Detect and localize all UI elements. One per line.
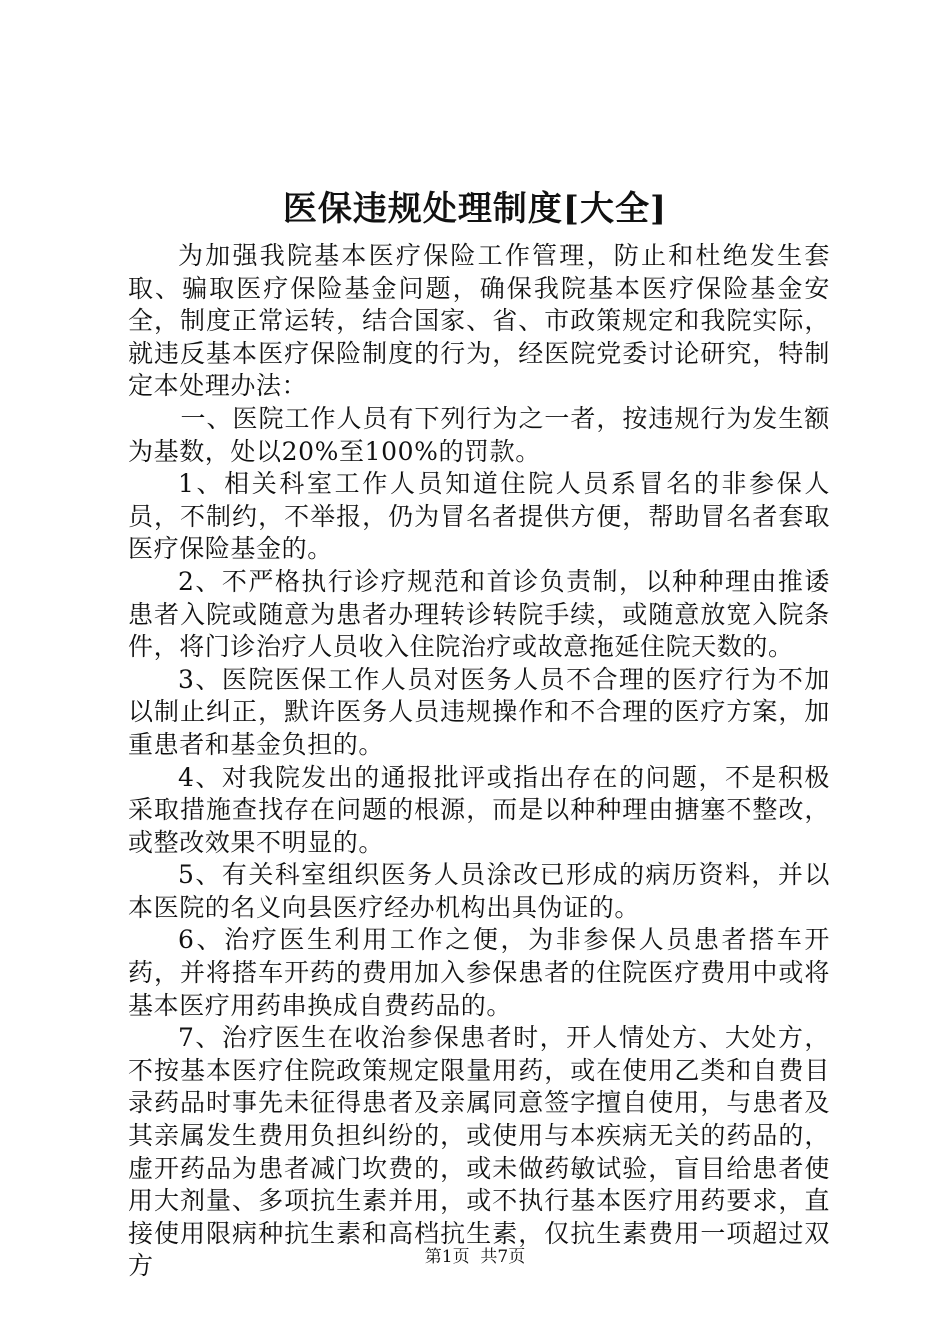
paragraph-item-6: 6、治疗医生利用工作之便，为非参保人员患者搭车开药，并将搭车开药的费用加入参保患者的住院医疗费用中或将基本医疗用药串换成自费药品的。 xyxy=(128,925,830,1020)
page-footer xyxy=(0,1245,950,1269)
document-title: 医保违规处理制度[大全] xyxy=(282,189,668,229)
paragraph-item-4: 4、对我院发出的通报批评或指出存在的问题，不是积极采取措施查找存在问题的根源，而是以种种理由搪塞不整改，或整改效果不明显的。 xyxy=(128,762,830,857)
paragraph-intro: 为加强我院基本医疗保险工作管理，防止和杜绝发生套取、骗取医疗保险基金问题，确保我院基本医疗保险基金安全，制度正常运转，结合国家、省、市政策规定和我院实际，就违反基本医疗保险制度的行为，经医院党委讨论研究，特制定本处理办法： xyxy=(128,241,830,401)
paragraph-item-3: 3、医院医保工作人员对医务人员不合理的医疗行为不加以制止纠正，默许医务人员违规操作和不合理的医疗方案，加重患者和基金负担的。 xyxy=(128,664,830,759)
page-total: 共7页 xyxy=(480,1247,526,1267)
paragraph-item-1: 1、相关科室工作人员知道住院人员系冒名的非参保人员，不制约，不举报，仍为冒名者提供方便，帮助冒名者套取医疗保险基金的。 xyxy=(128,469,830,564)
document-body xyxy=(128,240,830,1283)
paragraph-item-2: 2、不严格执行诊疗规范和首诊负责制，以种种理由推诿患者入院或随意为患者办理转诊转院手续，或随意放宽入院条件，将门诊治疗人员收入住院治疗或故意拖延住院天数的。 xyxy=(128,566,830,662)
paragraph-item-7: 7、治疗医生在收治参保患者时，开人情处方、大处方，不按基本医疗住院政策规定限量用药，或在使用乙类和自费目录药品时事先未征得患者及亲属同意签字擅自使用，与患者及其亲属发生费用负担纠纷的，或使用与本疾病无关的药品的，虚开药品为患者减门坎费的，或未做药敏试验，盲目给患者使用大剂量、多项抗生素并用，或不执行基本医疗用药要求，直接使用限病种抗生素和高档抗生素，仅抗生素费用一项超过双方 xyxy=(128,1023,830,1281)
paragraph-section-1: 一、医院工作人员有下列行为之一者，按违规行为发生额为基数，处以20%至100%的罚款。 xyxy=(128,403,830,466)
page-number: 第1页 xyxy=(424,1247,470,1267)
paragraph-item-5: 5、有关科室组织医务人员涂改已形成的病历资料，并以本医院的名义向县医疗经办机构出具伪证的。 xyxy=(128,860,830,922)
